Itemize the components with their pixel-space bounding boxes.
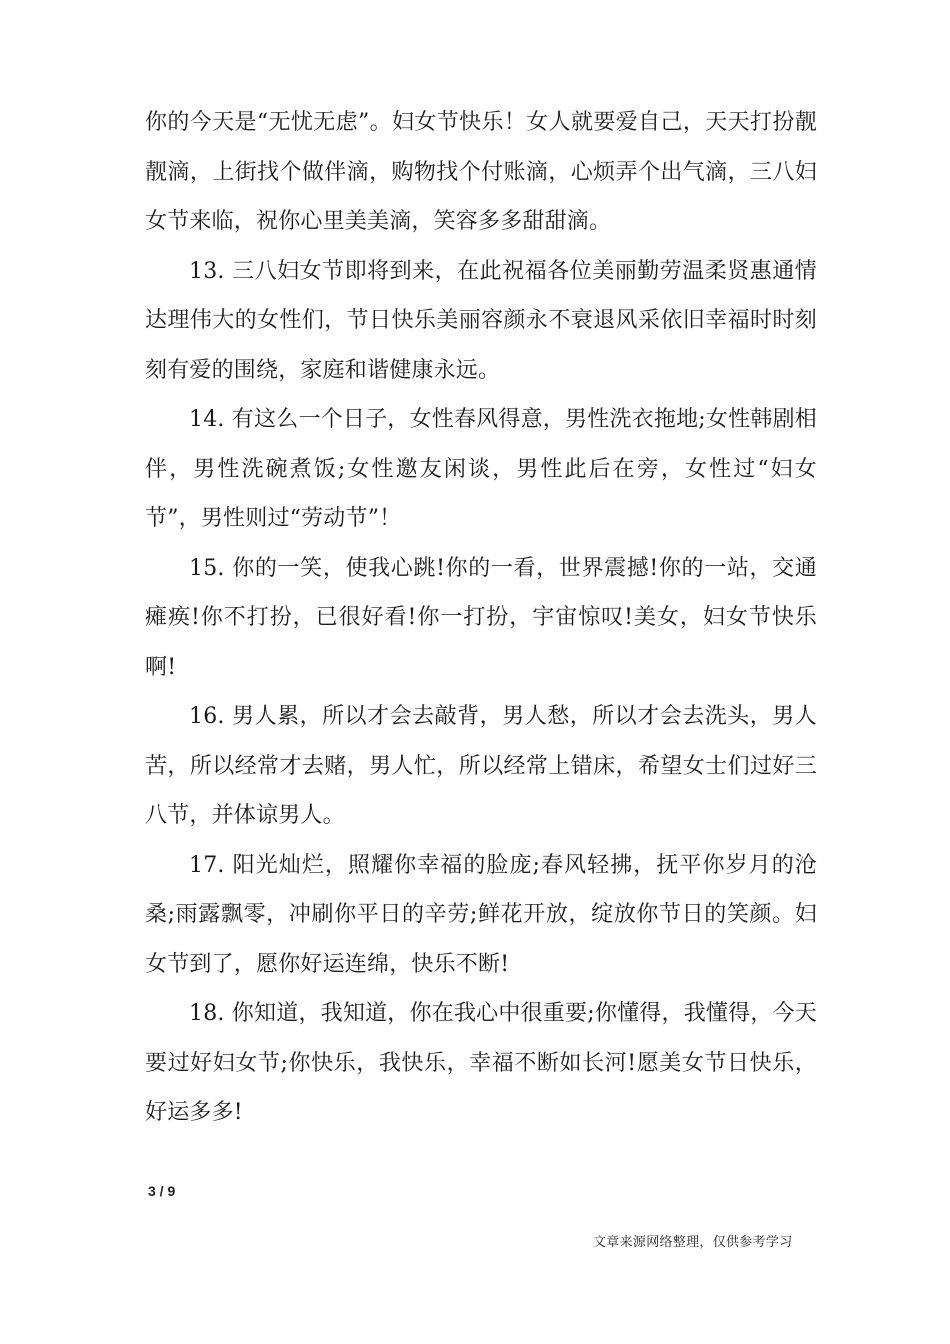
paragraph-item-15: 15. 你的一笑，使我心跳!你的一看，世界震撼!你的一站，交通瘫痪!你不打扮，已很好看!你一打扮，宇宙惊叹!美女，妇女节快乐啊! bbox=[145, 555, 817, 680]
paragraph-item-13: 13. 三八妇女节即将到来，在此祝福各位美丽勤劳温柔贤惠通情达理伟大的女性们，节日快乐美丽容颜永不衰退风采依旧幸福时时刻刻有爱的围绕，家庭和谐健康永远。 bbox=[145, 258, 817, 383]
paragraph-continuation: 你的今天是“无忧无虑”。妇女节快乐！女人就要爱自己，天天打扮靓靓滴，上街找个做伴滴，购物找个付账滴，心烦弄个出气滴，三八妇女节来临，祝你心里美美滴，笑容多多甜甜滴。 bbox=[145, 110, 817, 234]
paragraph-item-18: 18. 你知道，我知道，你在我心中很重要;你懂得，我懂得，今天要过好妇女节;你快乐，我快乐，幸福不断如长河!愿美女节日快乐，好运多多! bbox=[145, 1001, 817, 1125]
page-number: 3 / 9 bbox=[148, 1183, 176, 1199]
paragraph-item-17: 17. 阳光灿烂，照耀你幸福的脸庞;春风轻拂，抚平你岁月的沧桑;雨露飘零，冲刷你平日的辛劳;鲜花开放，绽放你节日的笑颜。妇女节到了，愿你好运连绵，快乐不断! bbox=[145, 852, 817, 977]
footer-note: 文章来源网络整理，仅供参考学习 bbox=[593, 1235, 793, 1250]
paragraph-item-14: 14. 有这么一个日子，女性春风得意，男性洗衣拖地;女性韩剧相伴，男性洗碗煮饭;女性邀友闲谈，男性此后在旁，女性过“妇女节”，男性则过“劳动节”！ bbox=[145, 407, 817, 531]
paragraph-item-16: 16. 男人累，所以才会去敲背，男人愁，所以才会去洗头，男人苦，所以经常才去赌，男人忙，所以经常上错床，希望女士们过好三八节，并体谅男人。 bbox=[145, 704, 817, 828]
document-body bbox=[145, 98, 817, 1138]
